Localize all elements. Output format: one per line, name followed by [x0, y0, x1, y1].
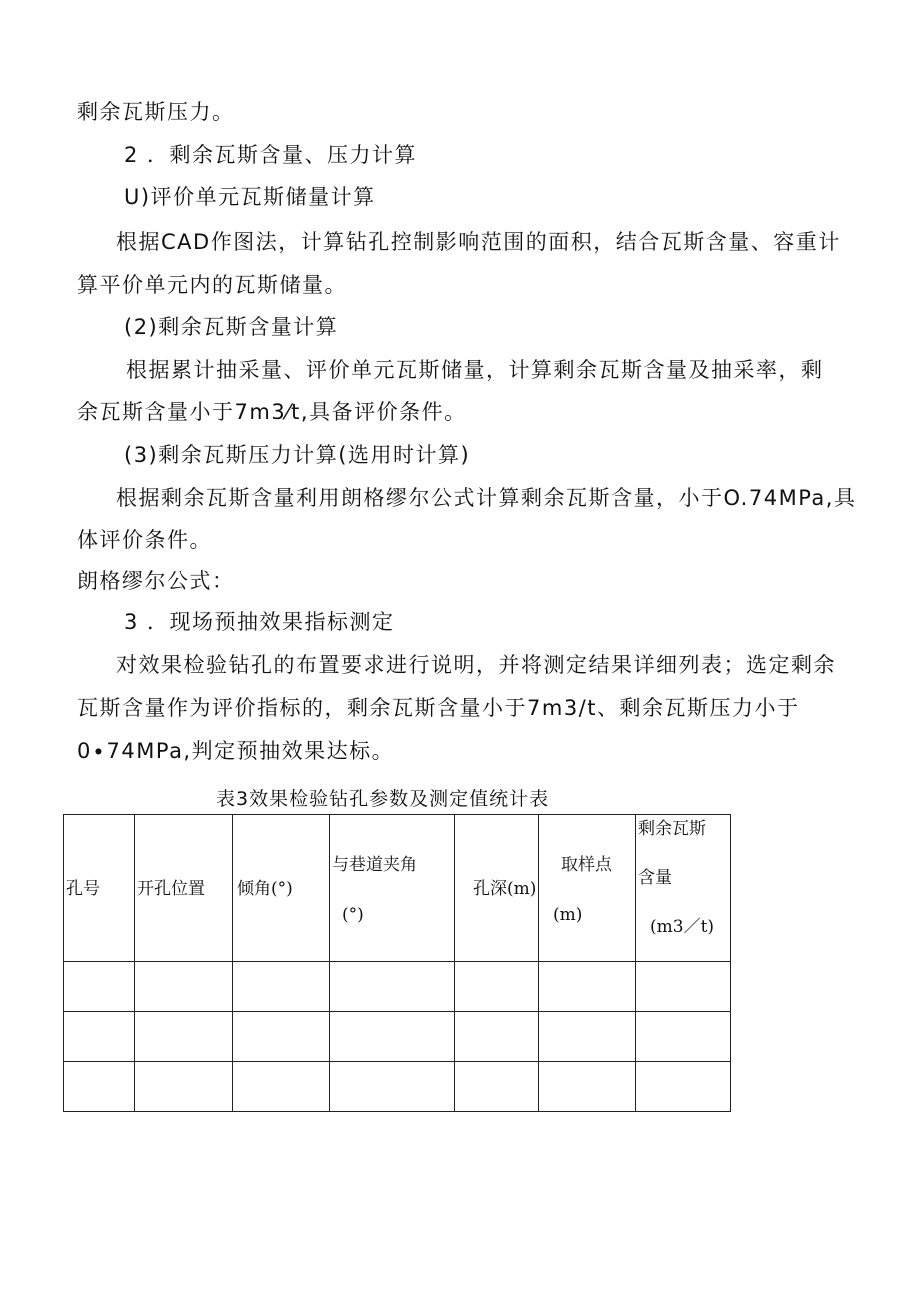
table-cell — [455, 1012, 539, 1062]
column-header-text: (m) — [553, 905, 583, 925]
column-header-text: 孔号 — [66, 879, 100, 899]
text-line: U)评价单元瓦斯储量计算 — [124, 185, 376, 209]
table-header-row — [64, 815, 731, 962]
table-cell — [64, 1062, 135, 1112]
column-header — [455, 815, 539, 962]
table-cell — [455, 962, 539, 1012]
column-header — [636, 815, 731, 962]
column-header — [135, 815, 233, 962]
column-header-text: 取样点 — [561, 855, 612, 875]
text-line: 3 ．现场预抽效果指标测定 — [124, 610, 395, 634]
table-row — [64, 1012, 731, 1062]
table-cell — [64, 962, 135, 1012]
column-header-text: 与巷道夹角 — [332, 855, 417, 875]
table-cell — [135, 1062, 233, 1112]
table-cell — [64, 1012, 135, 1062]
text-line: 剩余瓦斯压力。 — [77, 100, 235, 124]
column-header-text: 孔深(m) — [473, 879, 537, 899]
table-caption: 表3效果检验钻孔参数及测定值统计表 — [216, 788, 550, 810]
text-line: 根据CAD作图法，计算钻孔控制影响范围的面积，结合瓦斯含量、容重计 — [116, 230, 841, 254]
text-line: 0∙74MPa,判定预抽效果达标。 — [77, 739, 395, 763]
text-line: 根据剩余瓦斯含量利用朗格缪尔公式计算剩余瓦斯含量，小于O.74MPa,具 — [116, 486, 857, 510]
column-header — [64, 815, 135, 962]
table-cell — [233, 1012, 330, 1062]
column-header-text: (°) — [342, 905, 364, 925]
text-line: 体评价条件。 — [77, 528, 212, 552]
column-header — [330, 815, 455, 962]
table-cell — [135, 962, 233, 1012]
table-cell — [330, 962, 455, 1012]
column-header-text: 倾角(°) — [237, 879, 293, 899]
text-line: 余瓦斯含量小于7m3⁄t,具备评价条件。 — [77, 400, 467, 424]
text-line: 算平价单元内的瓦斯储量。 — [77, 273, 347, 297]
text-line: 2 ．剩余瓦斯含量、压力计算 — [124, 143, 418, 167]
table-cell — [539, 1012, 636, 1062]
table-cell — [636, 1012, 731, 1062]
table-cell — [233, 1062, 330, 1112]
column-header-text: 剩余瓦斯 — [638, 819, 706, 839]
table-cell — [330, 1062, 455, 1112]
table-cell — [539, 1062, 636, 1112]
column-header — [539, 815, 636, 962]
text-line: 瓦斯含量作为评价指标的，剩余瓦斯含量小于7m3/t、剩余瓦斯压力小于 — [77, 696, 800, 720]
column-header-text: 开孔位置 — [137, 879, 205, 899]
borehole-stats-table — [63, 814, 731, 1112]
table-cell — [135, 1012, 233, 1062]
text-line: 朗格缪尔公式： — [77, 569, 235, 593]
text-line: 对效果检验钻孔的布置要求进行说明，并将测定结果详细列表；选定剩余 — [116, 653, 836, 677]
table-row — [64, 962, 731, 1012]
table-cell — [636, 962, 731, 1012]
table-cell — [233, 962, 330, 1012]
text-line: (2)剩余瓦斯含量计算 — [124, 315, 339, 339]
table-cell — [455, 1062, 539, 1112]
table-cell — [539, 962, 636, 1012]
table-cell — [330, 1012, 455, 1062]
column-header — [233, 815, 330, 962]
column-header-text: (m3／t) — [650, 917, 715, 937]
table-cell — [636, 1062, 731, 1112]
column-header-text: 含量 — [638, 868, 672, 888]
text-line: 根据累计抽采量、评价单元瓦斯储量，计算剩余瓦斯含量及抽采率，剩 — [126, 358, 824, 382]
text-line: (3)剩余瓦斯压力计算(选用时计算) — [124, 443, 471, 467]
table-row — [64, 1062, 731, 1112]
